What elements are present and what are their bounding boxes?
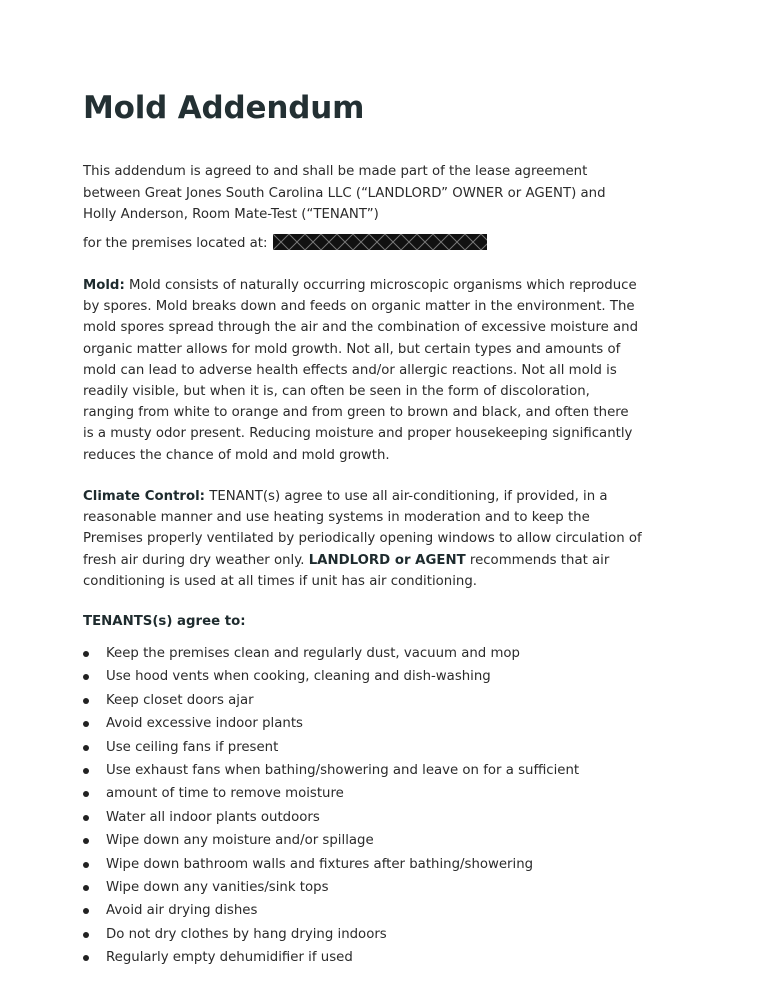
list-item-text: Use hood vents when cooking, cleaning and dish-washing <box>106 669 491 685</box>
list-item <box>83 759 663 782</box>
list-item <box>83 712 663 735</box>
intro-paragraph: This addendum is agreed to and shall be made part of the lease agreement between Great Jones South Carolina LLC (“LANDLORD” OWNER or AGENT) and Holly Anderson, Room Mate-Test (“TENANT”) <box>83 164 606 222</box>
list-item-text: Regularly empty dehumidifier if used <box>106 950 353 966</box>
premises-row <box>83 231 487 254</box>
redacted-address <box>273 234 487 250</box>
list-item <box>83 782 663 805</box>
premises-label: for the premises located at: <box>83 236 268 251</box>
list-item <box>83 853 663 876</box>
redaction-pattern-icon <box>273 234 487 250</box>
bullet-icon <box>83 885 89 891</box>
list-item <box>83 876 663 899</box>
list-item-text: Avoid excessive indoor plants <box>106 716 303 732</box>
landlord-agent-emphasis: LANDLORD or AGENT <box>308 552 466 568</box>
bullet-icon <box>83 791 89 797</box>
list-item <box>83 736 663 759</box>
list-item-text: Keep the premises clean and regularly dust, vacuum and mop <box>106 646 520 661</box>
bullet-icon <box>83 698 89 704</box>
list-item <box>83 806 663 829</box>
bullet-icon <box>83 908 89 914</box>
tenants-heading: TENANTS(s) agree to: <box>83 614 246 629</box>
list-item-text: Wipe down any moisture and/or spillage <box>106 833 374 849</box>
list-item-text: Wipe down bathroom walls and fixtures after bathing/showering <box>106 856 534 872</box>
mold-text: Mold consists of naturally occurring microscopic organisms which reproduce by spores. Mold breaks down and feeds on organic matter in the environment. The mold spores spread through the air and the combination of excessive moisture and organic matter allows for mold growth. Not all, but certain types and amounts of mold can lead to adverse health effects and/or allergic reactions. Not all mold is readily visible, but when it is, can often be seen in the form of discoloration, ranging from white to orange and from green to brown and black, and often there is a musty odor present. Reducing moisture and proper housekeeping significantly reduces the chance of mold and mold growth. <box>83 278 639 463</box>
bullet-icon <box>83 955 89 961</box>
climate-control-paragraph <box>83 486 643 592</box>
climate-control-text-after: recommends that air conditioning is used at all times if unit has air conditioning. <box>83 552 610 589</box>
list-item <box>83 642 663 665</box>
list-item <box>83 829 663 852</box>
list-item-text: Use ceiling fans if present <box>106 739 279 755</box>
list-item-text: amount of time to remove moisture <box>106 786 344 802</box>
list-item <box>83 946 663 969</box>
mold-label: Mold: <box>83 278 125 293</box>
list-item-text: Avoid air drying dishes <box>106 903 258 919</box>
bullet-icon <box>83 932 89 938</box>
list-item-text: Use exhaust fans when bathing/showering and leave on for a sufficient <box>106 762 580 778</box>
list-item-text: Keep closet doors ajar <box>106 692 254 708</box>
bullet-icon <box>83 838 89 844</box>
mold-paragraph <box>83 275 643 466</box>
list-item <box>83 665 663 688</box>
document-title: Mold Addendum <box>83 90 365 126</box>
bullet-icon <box>83 651 89 657</box>
list-item-text: Do not dry clothes by hang drying indoors <box>106 926 387 942</box>
bullet-icon <box>83 862 89 868</box>
bullet-icon <box>83 721 89 727</box>
tenant-task-list <box>83 642 663 969</box>
bullet-icon <box>83 745 89 751</box>
list-item-text: Wipe down any vanities/sink tops <box>106 879 329 895</box>
list-item-text: Water all indoor plants outdoors <box>106 809 320 825</box>
list-item <box>83 689 663 712</box>
list-item <box>83 899 663 922</box>
bullet-icon <box>83 768 89 774</box>
bullet-icon <box>83 815 89 821</box>
bullet-icon <box>83 674 89 680</box>
list-item <box>83 923 663 946</box>
climate-control-text: TENANT(s) agree to use all air-conditioning, if provided, in a reasonable manner and use heating systems in moderation and to keep the Premises properly ventilated by periodically opening windows to allow circulation of fresh air during dry weather only. <box>83 489 642 568</box>
climate-control-label: Climate Control: <box>83 489 205 504</box>
